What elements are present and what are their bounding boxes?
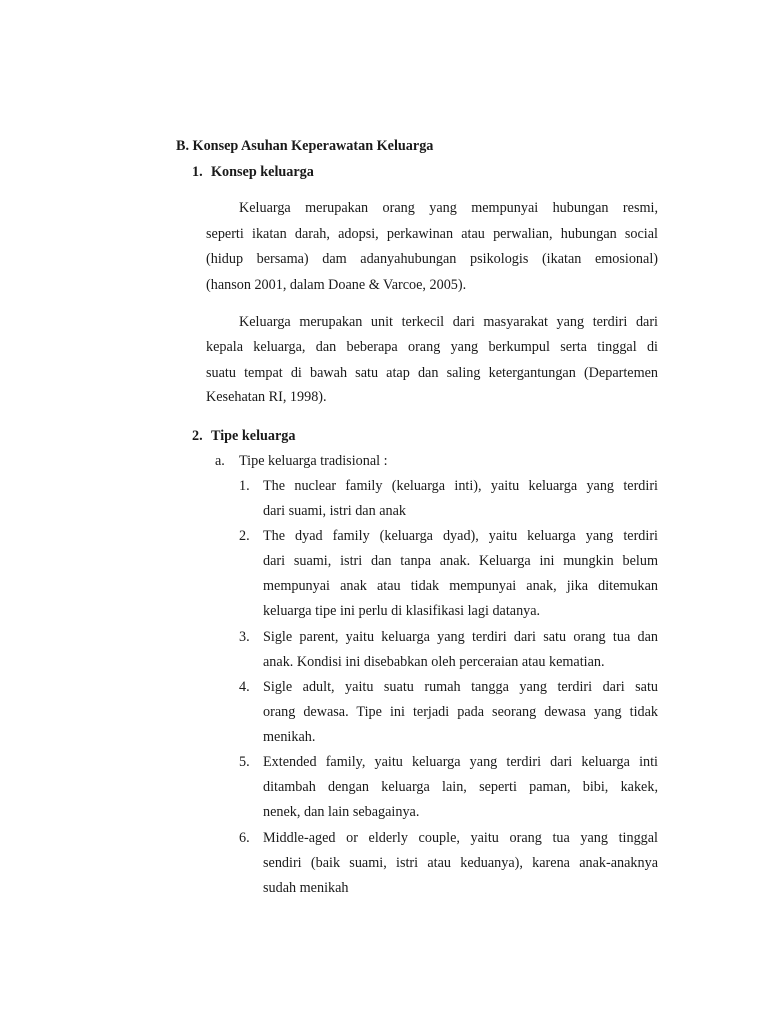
paragraph-line: (hanson 2001, dalam Doane & Varcoe, 2005).	[206, 277, 467, 293]
list-item-line: sudah menikah	[263, 880, 349, 896]
section-heading: B. Konsep Asuhan Keperawatan Keluarga	[176, 138, 434, 154]
paragraph-line: Kesehatan RI, 1998).	[206, 389, 327, 405]
list-item-number: 1.	[239, 478, 250, 494]
list-item-number: 5.	[239, 754, 250, 770]
list-item-number: 6.	[239, 830, 250, 846]
list-item-line: Sigle parent, yaitu keluarga yang terdiri dari satu orang tua dan	[263, 629, 658, 645]
list-item-line: menikah.	[263, 729, 316, 745]
list-item-line: mempunyai anak atau tidak mempunyai anak, jika ditemukan	[263, 578, 658, 594]
subheading-1-number: 1.	[192, 164, 203, 180]
list-item-number: 2.	[239, 528, 250, 544]
paragraph-line: Keluarga merupakan orang yang mempunyai hubungan resmi,	[239, 200, 658, 216]
paragraph-line: kepala keluarga, dan beberapa orang yang berkumpul serta tinggal di	[206, 339, 658, 355]
list-item-line: Sigle adult, yaitu suatu rumah tangga yang terdiri dari satu	[263, 679, 658, 695]
list-item-line: The nuclear family (keluarga inti), yaitu keluarga yang terdiri	[263, 478, 658, 494]
paragraph-line: suatu tempat di bawah satu atap dan saling ketergantungan (Departemen	[206, 365, 658, 381]
list-item-number: 3.	[239, 629, 250, 645]
subheading-2-number: 2.	[192, 428, 203, 444]
subheading-1-title: Konsep keluarga	[211, 164, 314, 180]
list-item-line: ditambah dengan keluarga lain, seperti paman, bibi, kakek,	[263, 779, 658, 795]
sublist-marker-a: a.	[215, 453, 225, 469]
list-item-line: nenek, dan lain sebagainya.	[263, 804, 420, 820]
paragraph-line: seperti ikatan darah, adopsi, perkawinan atau perwalian, hubungan social	[206, 226, 658, 242]
list-item-line: keluarga tipe ini perlu di klasifikasi lagi datanya.	[263, 603, 541, 619]
list-item-line: sendiri (baik suami, istri atau keduanya), karena anak-anaknya	[263, 855, 658, 871]
sublist-label-a: Tipe keluarga tradisional :	[239, 453, 388, 469]
paragraph-line: (hidup bersama) dam adanyahubungan psikologis (ikatan emosional)	[206, 251, 658, 267]
list-item-line: Extended family, yaitu keluarga yang terdiri dari keluarga inti	[263, 754, 658, 770]
paragraph-line: Keluarga merupakan unit terkecil dari masyarakat yang terdiri dari	[239, 314, 658, 330]
list-item-number: 4.	[239, 679, 250, 695]
list-item-line: anak. Kondisi ini disebabkan oleh perceraian atau kematian.	[263, 654, 605, 670]
subheading-2-title: Tipe keluarga	[211, 428, 296, 444]
list-item-line: dari suami, istri dan tanpa anak. Keluarga ini mungkin belum	[263, 553, 658, 569]
list-item-line: dari suami, istri dan anak	[263, 503, 407, 519]
list-item-line: Middle-aged or elderly couple, yaitu orang tua yang tinggal	[263, 830, 658, 846]
list-item-line: orang dewasa. Tipe ini terjadi pada seorang dewasa yang tidak	[263, 704, 658, 720]
list-item-line: The dyad family (keluarga dyad), yaitu keluarga yang terdiri	[263, 528, 658, 544]
